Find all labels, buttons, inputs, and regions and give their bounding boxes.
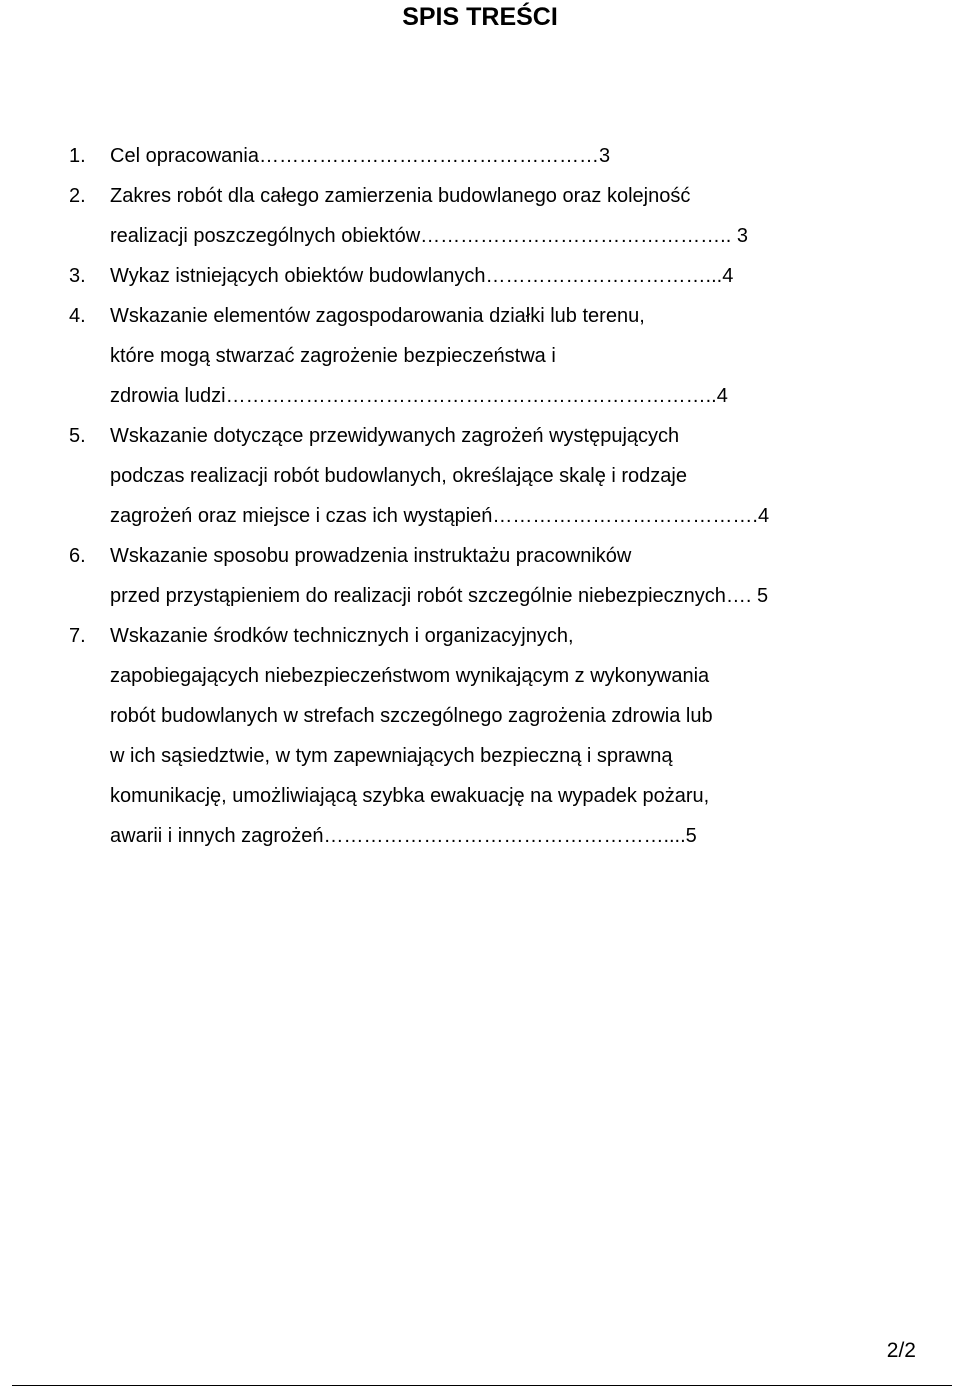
toc-entry-text: Wskazanie środków technicznych i organizacyjnych, xyxy=(110,625,574,647)
toc-entry-text: robót budowlanych w strefach szczególnego zagrożenia zdrowia lub xyxy=(110,705,713,727)
toc-entry-text: zagrożeń oraz miejsce i czas ich wystąpień………………………………….4 xyxy=(110,505,770,527)
toc-entry-text: w ich sąsiedztwie, w tym zapewniających bezpieczną i sprawną xyxy=(110,745,673,767)
page-number: 2/2 xyxy=(886,1339,916,1362)
toc-line xyxy=(0,176,960,216)
toc-entry-text: Wskazanie dotyczące przewidywanych zagrożeń występujących xyxy=(110,425,680,447)
toc-entry-text: Cel opracowania……………………………………………3 xyxy=(110,145,611,167)
toc-entry-text: podczas realizacji robót budowlanych, określające skalę i rodzaje xyxy=(110,465,687,487)
toc-line xyxy=(0,336,960,376)
toc-line xyxy=(0,656,960,696)
toc-entry-text: komunikację, umożliwiającą szybka ewakuację na wypadek pożaru, xyxy=(110,785,710,807)
toc-line xyxy=(0,216,960,256)
toc-line xyxy=(0,416,960,456)
toc-entry-text: Zakres robót dla całego zamierzenia budowlanego oraz kolejność xyxy=(110,185,691,207)
toc-line xyxy=(0,776,960,816)
toc-entry-text: które mogą stwarzać zagrożenie bezpieczeństwa i xyxy=(110,345,556,367)
toc-entry-text: awarii i innych zagrożeń……………………………………………....5 xyxy=(110,825,697,847)
toc-entry-7 xyxy=(0,616,960,856)
toc-entry-2 xyxy=(0,176,960,256)
toc-line xyxy=(0,536,960,576)
toc-entry-text: realizacji poszczególnych obiektów……………………………………….. 3 xyxy=(110,225,748,247)
toc-entry-1 xyxy=(0,136,960,176)
toc-line xyxy=(0,256,960,296)
toc-entry-number: 5. xyxy=(69,425,86,447)
toc-entry-number: 6. xyxy=(69,545,86,567)
toc-entry-3 xyxy=(0,256,960,296)
toc-entry-number: 2. xyxy=(69,185,86,207)
footer-divider xyxy=(12,1385,952,1386)
toc-entry-text: Wskazanie sposobu prowadzenia instruktażu pracowników xyxy=(110,545,632,567)
toc-entry-number: 1. xyxy=(69,145,86,167)
toc-line xyxy=(0,696,960,736)
toc-line xyxy=(0,376,960,416)
toc-entry-number: 4. xyxy=(69,305,86,327)
toc-entry-text: zdrowia ludzi………………………………………………………………..4 xyxy=(110,385,728,407)
toc-line xyxy=(0,736,960,776)
toc-entry-5 xyxy=(0,416,960,536)
toc-entry-text: Wykaz istniejących obiektów budowlanych……………………………...4 xyxy=(110,265,734,287)
toc-line xyxy=(0,296,960,336)
toc-entry-4 xyxy=(0,296,960,416)
toc-entry-6 xyxy=(0,536,960,616)
toc-entry-text: przed przystąpieniem do realizacji robót szczególnie niebezpiecznych…. 5 xyxy=(110,585,769,607)
toc-line xyxy=(0,136,960,176)
toc-line xyxy=(0,816,960,856)
toc-entry-text: zapobiegających niebezpieczeństwom wynikającym z wykonywania xyxy=(110,665,710,687)
toc-line xyxy=(0,616,960,656)
toc-line xyxy=(0,576,960,616)
toc-entry-text: Wskazanie elementów zagospodarowania działki lub terenu, xyxy=(110,305,645,327)
toc-entry-number: 7. xyxy=(69,625,86,647)
table-of-contents xyxy=(0,136,960,856)
page-title: SPIS TREŚCI xyxy=(402,3,558,31)
toc-entry-number: 3. xyxy=(69,265,86,287)
toc-line xyxy=(0,496,960,536)
toc-line xyxy=(0,456,960,496)
